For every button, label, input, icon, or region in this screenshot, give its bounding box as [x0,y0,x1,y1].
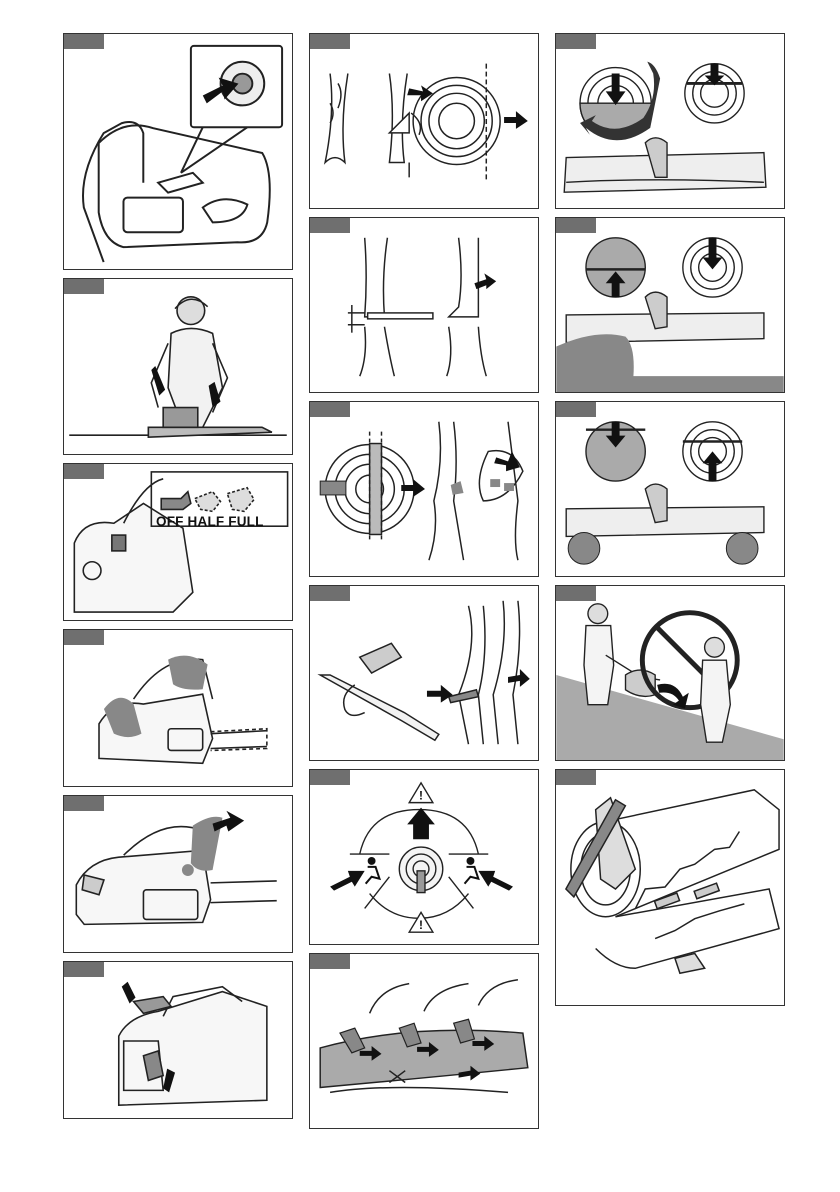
choke-illustration [64,464,292,620]
notch-illustration [310,218,538,392]
chainsaw-cap-illustration [64,34,292,269]
warning-icon: ! [419,918,424,933]
figure-bucking-rotation [555,33,785,209]
choke-positions-label: OFF HALF FULL [156,514,264,529]
figure-delimbing [309,953,539,1129]
figure-choke-positions [63,463,293,621]
chain-brake-illustration [64,796,292,952]
figure-felling-direction [309,33,539,209]
hinge-illustration [310,402,538,576]
escape-routes-illustration [310,770,538,944]
figure-hand-grip [63,629,293,787]
figure-hinge-wedges [309,401,539,577]
figure-chain-brake [63,795,293,953]
bucking-both-ends-illustration [556,402,784,576]
figure-slope-safety [555,585,785,761]
bucking-supported-illustration [556,218,784,392]
felling-direction-illustration [310,34,538,208]
hand-grip-illustration [64,630,292,786]
figure-notch-back-cut [309,217,539,393]
starting-illustration [64,279,292,454]
chain-detail-illustration [556,770,784,1005]
figure-bucking-supported [555,217,785,393]
filter-cover-illustration [64,962,292,1118]
warning-icon: ! [419,788,424,803]
figure-chain-detail [555,769,785,1006]
delimbing-illustration [310,954,538,1128]
felling-tools-illustration [310,586,538,760]
figure-filter-cover [63,961,293,1119]
figure-felling-tools [309,585,539,761]
figure-starting-on-ground [63,278,293,455]
bucking-rotation-illustration [556,34,784,208]
slope-safety-illustration [556,586,784,760]
figure-bucking-both-ends [555,401,785,577]
figure-escape-routes [309,769,539,945]
figure-chainsaw-cap-callout [63,33,293,270]
